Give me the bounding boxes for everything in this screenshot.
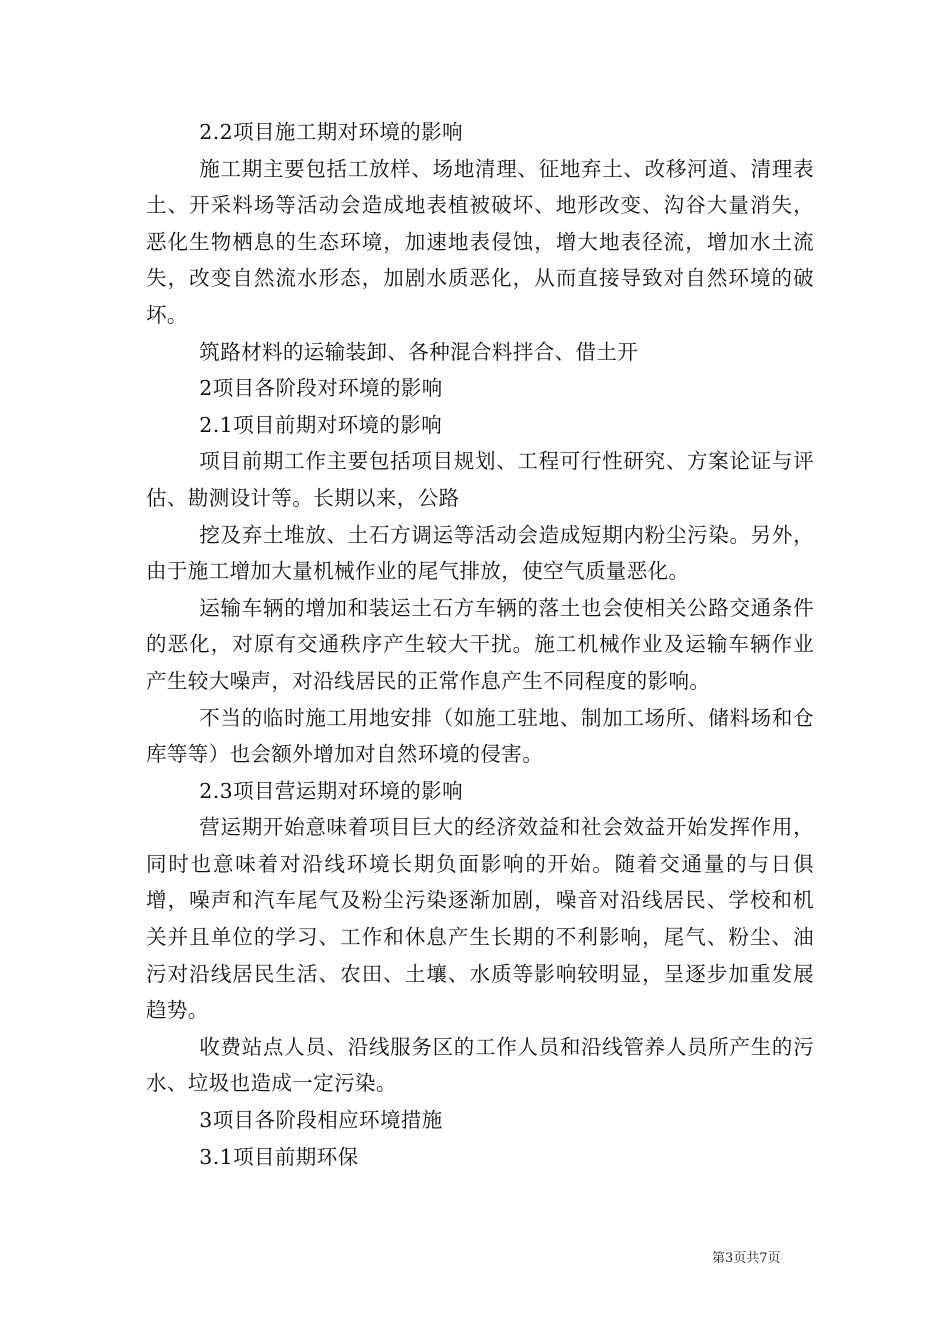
section-heading-2: 2项目各阶段对环境的影响 — [199, 376, 443, 401]
section-heading-3-1: 3.1项目前期环保 — [199, 1144, 359, 1169]
section-heading-2-3: 2.3项目营运期对环境的影响 — [199, 778, 463, 803]
page-number-footer: 第3页共7页 — [712, 1251, 781, 1266]
body-paragraph: 运输车辆的增加和装运土石方车辆的落土也会使相关公路交通条件的恶化，对原有交通秩序产生较大干扰。施工机械作业及运输车辆作业产生较大噪声，对沿线居民的正常作息产生不同程度的影响。 — [146, 595, 814, 693]
section-heading-2-2: 2.2项目施工期对环境的影响 — [199, 120, 463, 144]
section-heading-2-1: 2.1项目前期对环境的影响 — [199, 412, 443, 437]
body-paragraph: 挖及弃土堆放、土石方调运等活动会造成短期内粉尘污染。另外，由于施工增加大量机械作业的尾气排放，使空气质量恶化。 — [146, 522, 814, 584]
body-paragraph: 筑路材料的运输装卸、各种混合料拌合、借土开 — [199, 339, 639, 364]
document-body — [146, 114, 814, 1175]
body-paragraph: 收费站点人员、沿线服务区的工作人员和沿线管养人员所产生的污水、垃圾也造成一定污染。 — [146, 1034, 814, 1096]
body-paragraph: 施工期主要包括工放样、场地清理、征地弃土、改移河道、清理表土、开采料场等活动会造成地表植被破坏、地形改变、沟谷大量消失，恶化生物栖息的生态环境，加速地表侵蚀，增大地表径流，增加水土流失，改变自然流水形态，加剧水质恶化，从而直接导致对自然环境的破坏。 — [146, 156, 814, 327]
section-heading-3: 3项目各阶段相应环境措施 — [199, 1108, 443, 1133]
body-paragraph: 项目前期工作主要包括项目规划、工程可行性研究、方案论证与评估、勘测设计等。长期以来，公路 — [146, 449, 814, 510]
body-paragraph: 不当的临时施工用地安排（如施工驻地、制加工场所、储料场和仓库等等）也会额外增加对自然环境的侵害。 — [146, 705, 814, 767]
body-paragraph: 营运期开始意味着项目巨大的经济效益和社会效益开始发挥作用，同时也意味着对沿线环境长期负面影响的开始。随着交通量的与日俱增，噪声和汽车尾气及粉尘污染逐渐加剧，噪音对沿线居民、学校和机关并且单位的学习、工作和休息产生长期的不利影响，尾气、粉尘、油污对沿线居民生活、农田、土壤、水质等影响较明显，呈逐步加重发展趋势。 — [146, 815, 814, 1023]
